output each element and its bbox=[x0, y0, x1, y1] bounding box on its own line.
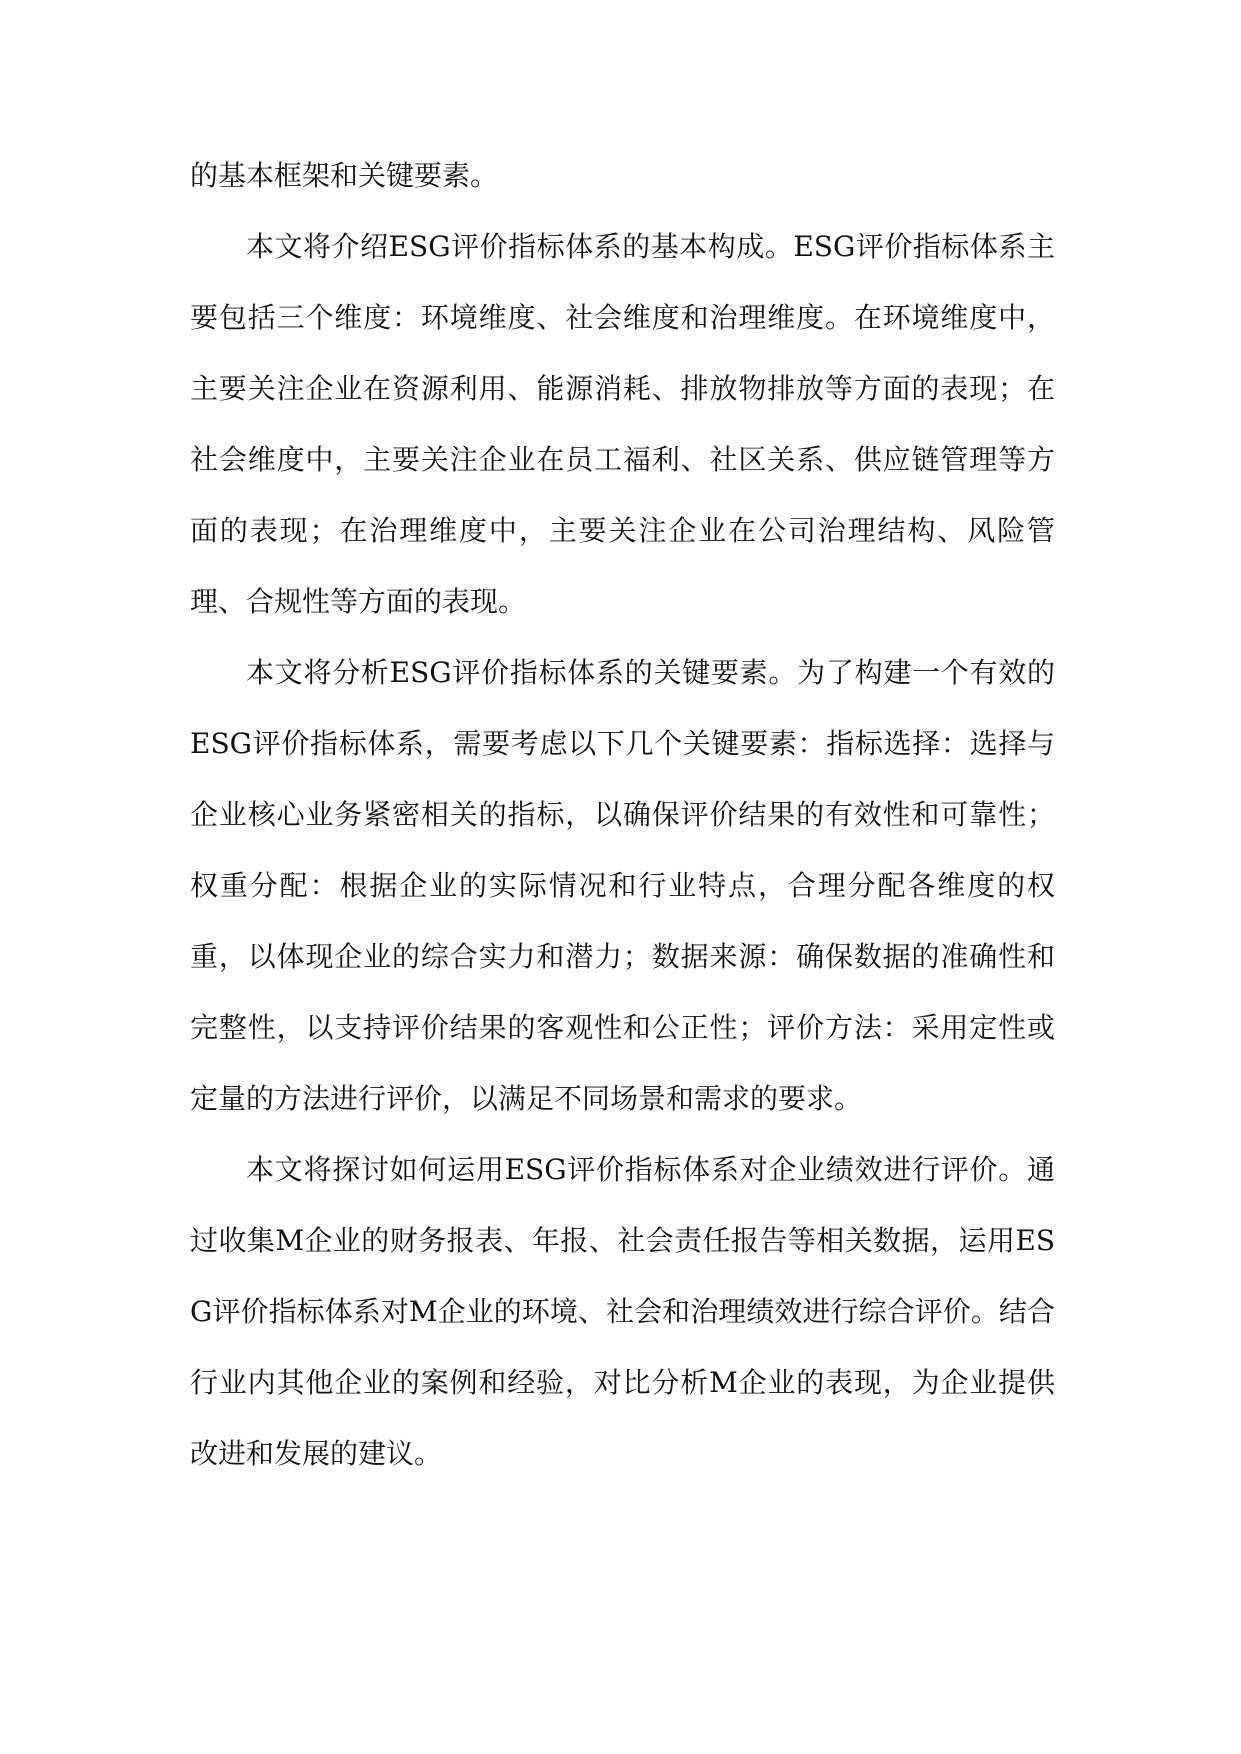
paragraph-esg-key-elements: 本文将分析ESG评价指标体系的关键要素。为了构建一个有效的ESG评价指标体系，需要考虑以下几个关键要素：指标选择：选择与企业核心业务紧密相关的指标，以确保评价结果的有效性和可靠性；权重分配：根据企业的实际情况和行业特点，合理分配各维度的权重，以体现企业的综合实力和潜力；数据来源：确保数据的准确性和完整性，以支持评价结果的客观性和公正性；评价方法：采用定性或定量的方法进行评价，以满足不同场景和需求的要求。 bbox=[190, 656, 1055, 1115]
paragraph-continuation: 的基本框架和关键要素。 bbox=[190, 159, 499, 192]
paragraph-esg-composition: 本文将介绍ESG评价指标体系的基本构成。ESG评价指标体系主要包括三个维度：环境维度、社会维度和治理维度。在环境维度中，主要关注企业在资源利用、能源消耗、排放物排放等方面的表现；在社会维度中，主要关注企业在员工福利、社区关系、供应链管理等方面的表现；在治理维度中，主要关注企业在公司治理结构、风险管理、合规性等方面的表现。 bbox=[190, 230, 1055, 618]
paragraph-esg-application: 本文将探讨如何运用ESG评价指标体系对企业绩效进行评价。通过收集M企业的财务报表、年报、社会责任报告等相关数据，运用ESG评价指标体系对M企业的环境、社会和治理绩效进行综合评价。结合行业内其他企业的案例和经验，对比分析M企业的表现，为企业提供改进和发展的建议。 bbox=[190, 1153, 1055, 1470]
document-body bbox=[190, 140, 1055, 1489]
